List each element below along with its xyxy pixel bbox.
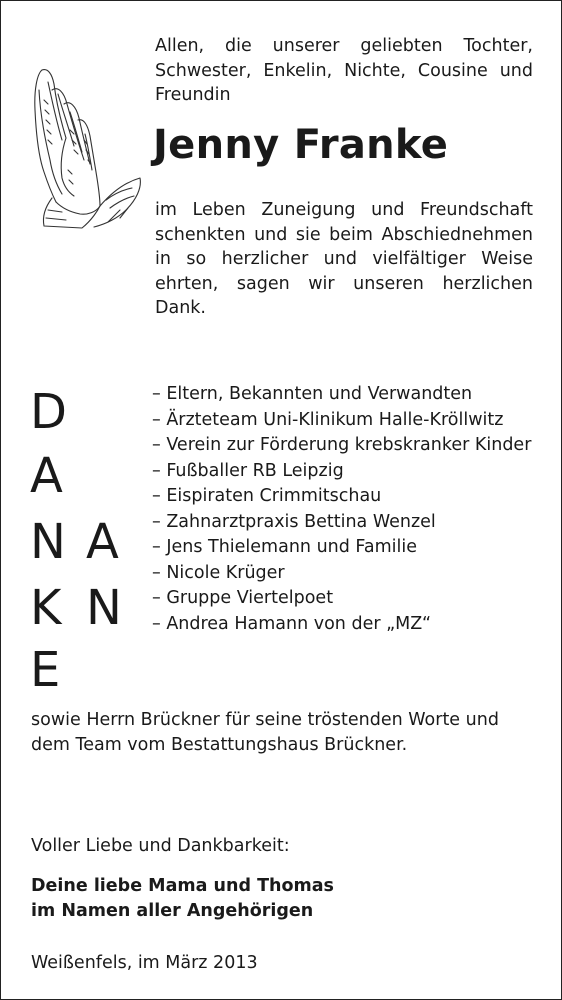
list-item: – Verein zur Förderung krebskranker Kinder — [152, 435, 532, 455]
list-item: – Jens Thielemann und Familie — [152, 537, 418, 557]
place-date: Weißenfels, im März 2013 — [31, 953, 258, 973]
danke-letter-k: K — [30, 580, 62, 636]
signature-line-1: Deine liebe Mama und Thomas — [31, 876, 334, 896]
danke-letter-a-2: A — [86, 514, 119, 570]
praying-hands-icon — [22, 60, 144, 230]
danke-letter-n: N — [30, 514, 66, 570]
list-item: – Eltern, Bekannten und Verwandten — [152, 384, 473, 404]
list-item: – Gruppe Viertelpoet — [152, 588, 334, 608]
signature-line-2: im Namen aller Angehörigen — [31, 901, 314, 921]
thanks-text: im Leben Zuneigung und Freundschaft schenkten und sie beim Abschiednehmen in so herzlicher und vielfältiger Weise ehrten, sagen wir unseren herzlichen Dank. — [155, 200, 533, 318]
list-item: – Andrea Hamann von der „MZ“ — [152, 613, 432, 634]
list-item: – Nicole Krüger — [152, 562, 285, 583]
list-item: – Eispiraten Crimmitschau — [152, 486, 382, 506]
list-item: – Ärzteteam Uni-Klinikum Halle-Kröllwitz — [152, 409, 504, 430]
danke-letter-e: E — [30, 642, 61, 698]
danke-letter-n-2: N — [86, 580, 122, 636]
deceased-name: Jenny Franke — [153, 122, 449, 168]
signature — [31, 874, 334, 924]
danke-letter-d: D — [30, 384, 67, 440]
list-item: – Fußballer RB Leipzig — [152, 460, 344, 481]
closing-text: sowie Herrn Brückner für seine tröstenden Worte und dem Team vom Bestattungshaus Brückner. — [31, 710, 499, 755]
thank-list — [152, 382, 542, 637]
intro-text: Allen, die unserer geliebten Tochter, Schwester, Enkelin, Nichte, Cousine und Freundin — [155, 36, 533, 105]
danke-letter-a: A — [30, 448, 63, 504]
love-line: Voller Liebe und Dankbarkeit: — [31, 836, 290, 856]
list-item: – Zahnarztpraxis Bettina Wenzel — [152, 511, 436, 532]
